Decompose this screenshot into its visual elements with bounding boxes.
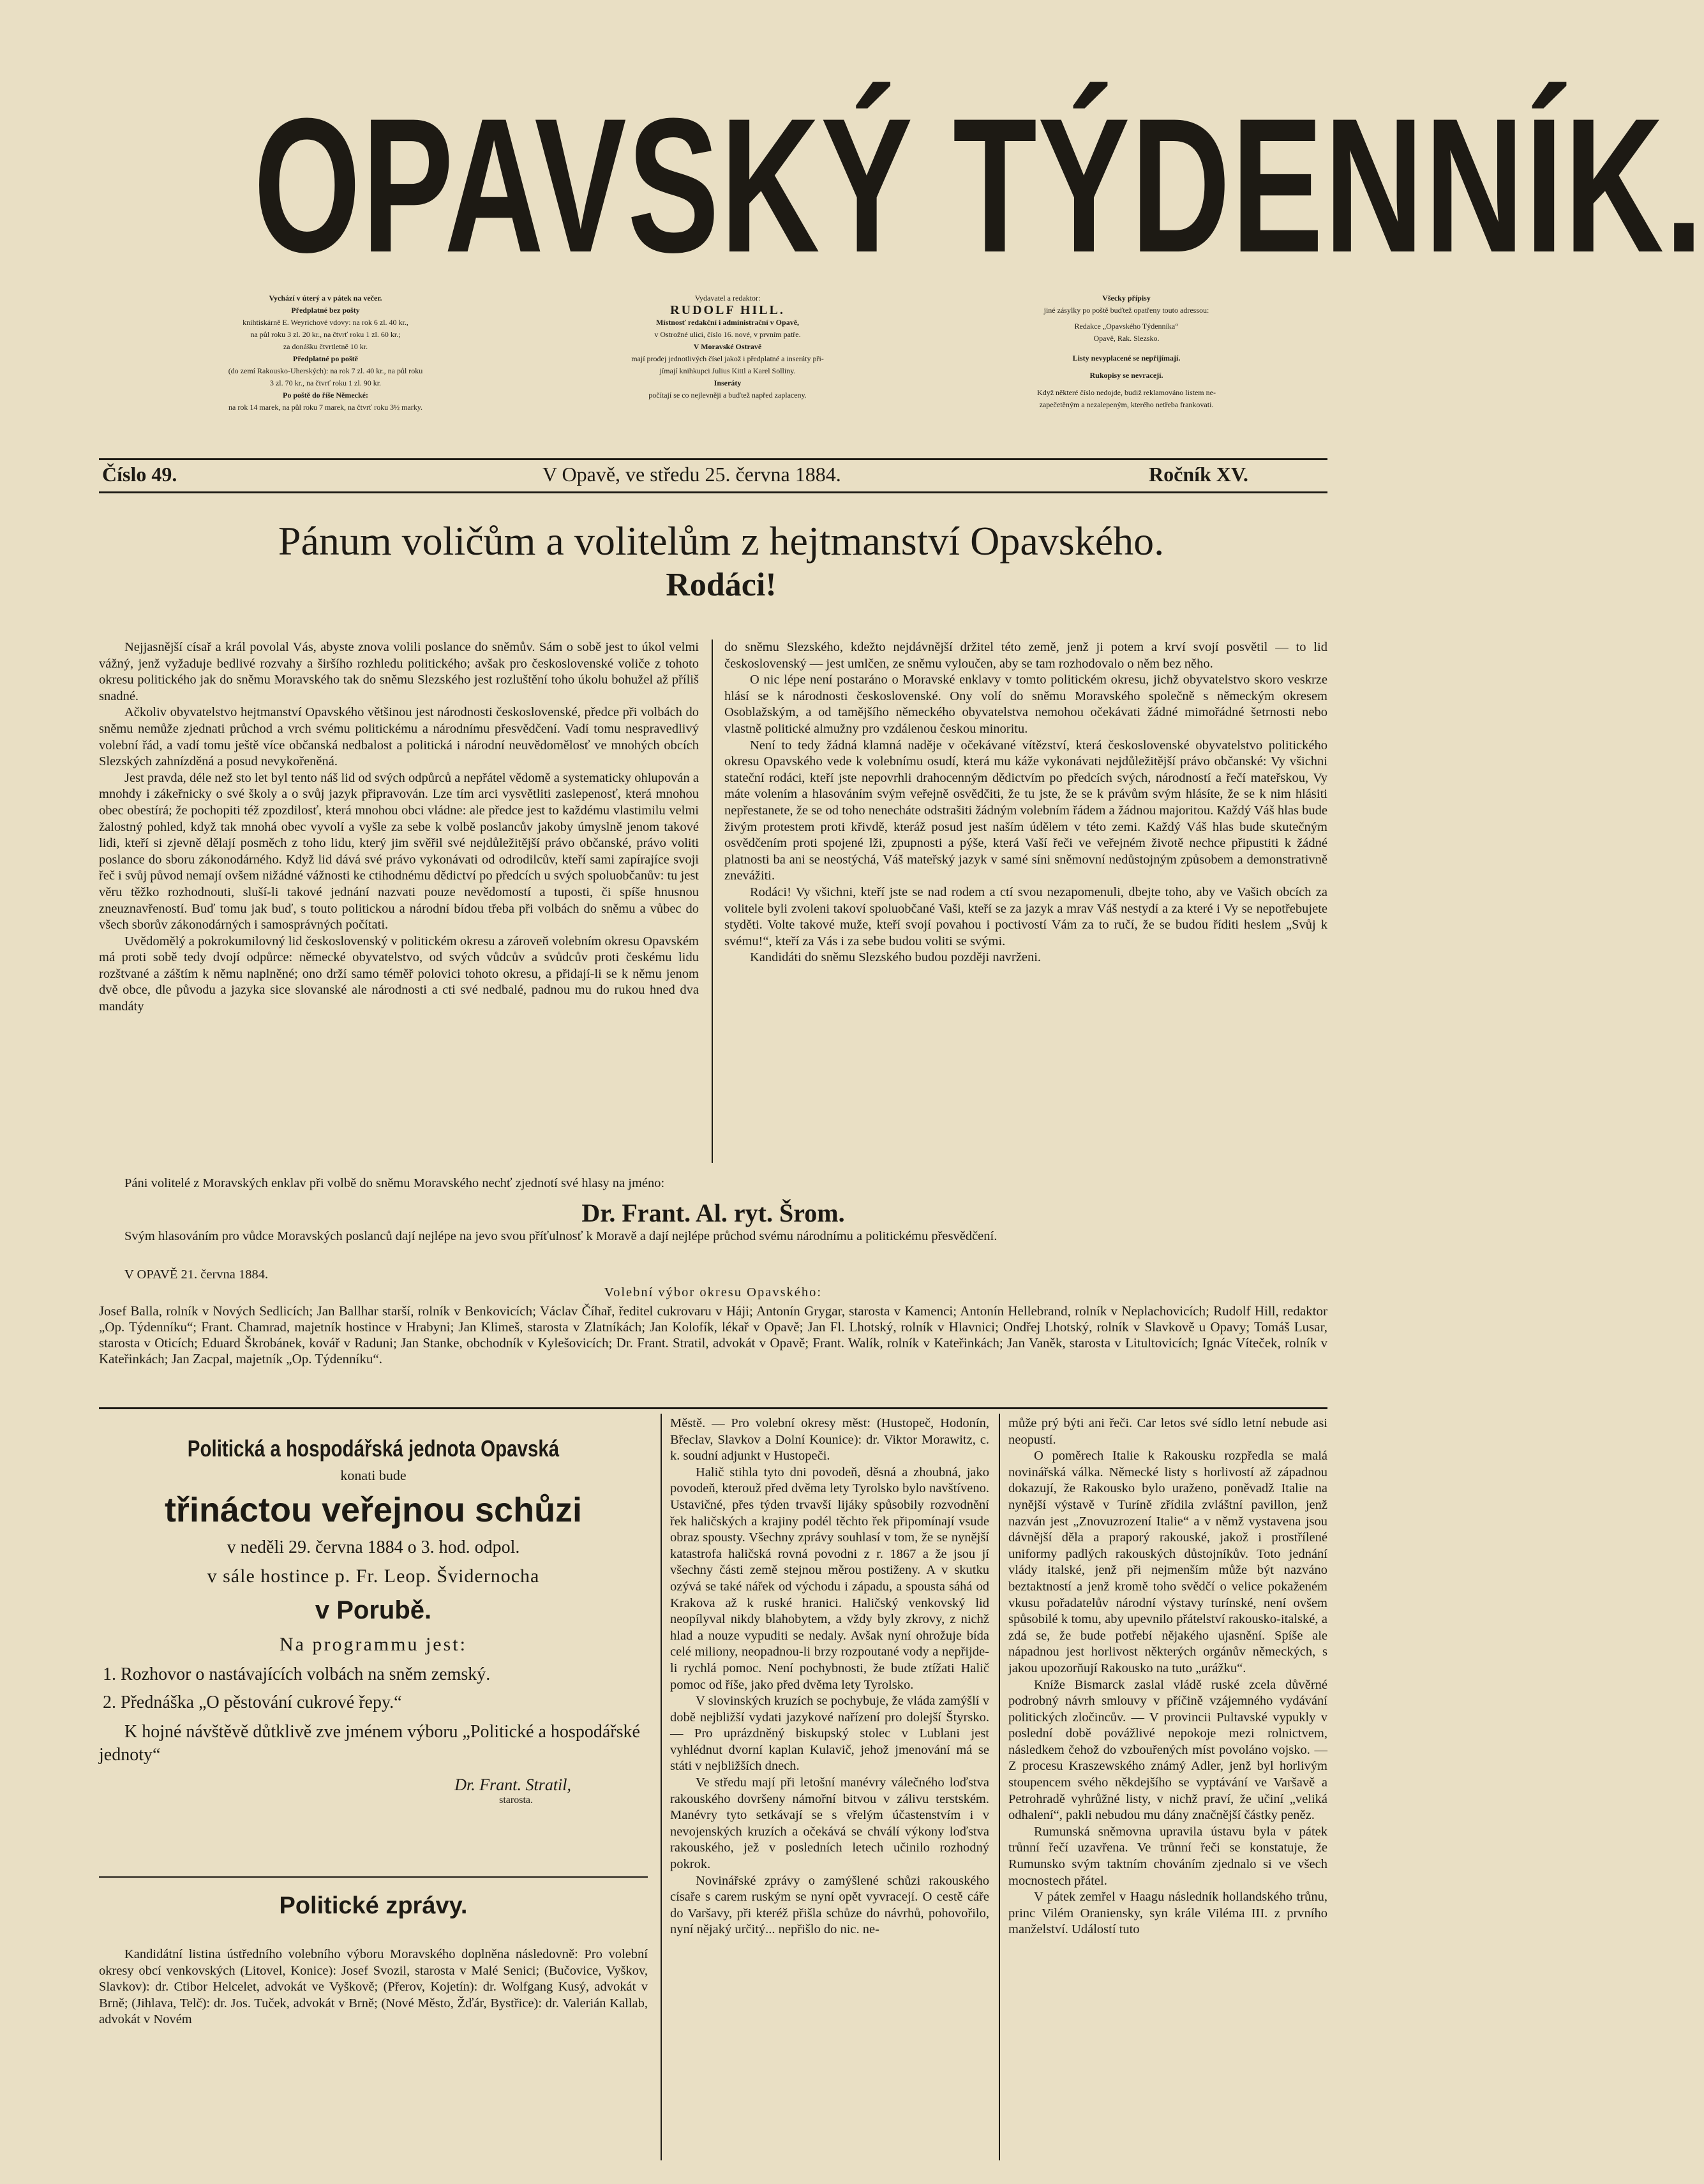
advert-rule	[99, 1876, 648, 1878]
paragraph: Jest pravda, déle než sto let byl tento náš lid od svých odpůrců a nepřátel vědomě a systematicky ohlupován a mnohdy i zákeřnicky o své školy a o svůj jazyk připravován. Lze tím arci vysvětliti zaslepenosť, která mnohou obec obestírá; že pochopiti též zpozdilosť, která mnohou obci vládne: ale předce jest to každému vlastimilu velmi žalostný pohled, když tak mnohá obec vyvolí a vyšle za sebe k volbě poslancův jakoby úmyslně jenom takové lidi, kteří si zjevně dělají posměch z toho lidu, který jim svěřil své nejdůležitější právo občanské, právo voliti poslance do sboru zákonodárného. Když lid dává své právo vykonávati od odrodilcův, kteří sami zapírajíce svoji řeč i svůj původ nemají ovšem nižádné vážnosti ke ctihodnému dědictví po předcích u svých spoluobčanův: tu jest věru těžko rozhodnouti, sluší-li takové jednání nazvati pouze nevědomostí a tuposti, či spíše hnusnou zneuznavřeností. Buď tomu jak buď, s touto politickou a národní bídou třeba při volbách do sněmu a vůbec do všech sborův zákonodárných i samosprávných počítati.	[99, 770, 699, 932]
issue-number: Číslo 49.	[102, 463, 177, 486]
info-line: jiné zásylky po poště buďtež opatřeny touto adressou:	[1043, 306, 1209, 315]
info-line: V Moravské Ostravě	[693, 342, 762, 351]
info-line: Redakce „Opavského Týdenníka“	[1074, 322, 1179, 331]
info-line: Předplatné po poště	[293, 354, 358, 363]
paragraph: Kníže Bismarck zaslal vládě ruské zcela důvěrné podrobný návrh smlouvy v příčině vzájemného vydávání politických zločincův. — V provincii Pultavské vypukly v poslední době povážlivé nepokoje mezi rolnictvem, následkem čehož do vzbouřených míst povoláno vojsko. — Z procesu Kraszewského známý Adler, jenž byl horlivým stoupencem svého někdejšího se vyptávání ve Varšavě a Petrohradě vyhrůžné listy, v nichž praví, že učiní „veliká odhalení“, pakli nebudou mu dány značnější částky peněz.	[1008, 1677, 1327, 1823]
advert-program-1: 1. Rozhovor o nastávajících volbách na sněm zemský.	[103, 1664, 491, 1684]
news-column-2	[670, 1416, 989, 1938]
paragraph: Rumunská sněmovna upravila ústavu byla v pátek trůnní řečí uzavřena. Ve trůnní řeči se konstatuje, že Rumunsko svým taktním chováním zjednalo si ve všech mocnostech přátel.	[1008, 1824, 1327, 1888]
info-line: 3 zl. 70 kr., na čtvrť roku 1 zl. 90 kr.	[269, 378, 382, 387]
paragraph: Městě. — Pro volební okresy měst: (Hustopeč, Hodonín, Břeclav, Slavkov a Dolní Kounice): dr. Viktor Morawitz, c. k. soudní adjunkt v Hustopeči.	[670, 1416, 989, 1463]
info-line: Místnosť redakční i administrační v Opavě,	[655, 318, 800, 327]
paragraph: Není to tedy žádná klamná naděje v očekávané vítězství, která československé obyvatelstvo politického okresu Opavského vede k volebnímu osudí, která mu káže vykonávati nejdůležitější právo občanské: Vy všichni stateční rodáci, kteří jste nepovrhli drahocenným dědictvím po předcích svých, národností a řečí mateřskou, Vy máte volením a hlasováním svým veřejně osvědčiti, že tu jste, že se k právům svým hlásíte, že se k nim hlásiti nepřestanete, že se od toho nenecháte odstrašiti žádným volebním řádem a žádnou majoritou. Každý Váš hlas bude živým protestem proti křivdě, kteráž posud jest naším údělem v této zemi. Každý Váš hlas bude skutečným osvědčením proti spojené lži, zpupnosti a pýše, která Vaší řeči ve veřejném životě nechce připustiti k žádné platnosti ba ani se neostýchá, Váš mateřský jazyk v samé síni sněmovní nedůstojným způsobem a demonstrativně znevážiti.	[724, 738, 1327, 883]
info-line: v Ostrožné ulici, číslo 16. nové, v prvním patře.	[654, 330, 801, 339]
advert-invite: K hojné návštěvě důtklivě zve jménem výboru „Politické a hospodářské jednoty“	[99, 1722, 640, 1765]
paragraph: Páni volitelé z Moravských enklav při volbě do sněmu Moravského nechť zjednotí své hlasy na jméno:	[124, 1176, 665, 1190]
paragraph: Nejjasnější císař a král povolal Vás, abyste znova volili poslance do sněmův. Sám o sobě jest to úkol velmi vážný, jenž vyžaduje bedlivé rozvahy a širšího rozhledu politického; avšak pro československé voliče z tohoto okresu politického jak do sněmu Moravského tak do sněmu Slezského jest rozluštění toho úkolu bohužel až příliš snadné.	[99, 640, 699, 703]
info-line: (do zemí Rakousko-Uherských): na rok 7 zl. 40 kr., na půl roku	[228, 366, 423, 375]
advert-town: v Porubě.	[315, 1596, 432, 1624]
moravian-line	[99, 1176, 1327, 1192]
masthead-title: OPAVSKÝ TÝDENNÍK.	[253, 78, 1704, 292]
signatories: Josef Balla, rolník v Nových Sedlicích; Jan Ballhar starší, rolník v Benkovicích; Václav Číhař, ředitel cukrovaru v Háji; Antonín Grygar, starosta v Kamenci; Antonín Hellebrand, rolník v Neplachovicích; Rudolf Hill, redaktor „Op. Týdenníku“; Frant. Chamrad, majetník hostince v Hrabyni; Jan Klimeš, starosta v Zlatníkách; Jan Kolofík, lékař v Opavě; Jan Fl. Lhotský, rolník v Hlavnici; Ondřej Lhotský, rolník v Slavkově u Opavy; Tomáš Lusar, starosta v Oticích; Eduard Škrobánek, kovář v Raduni; Jan Stanke, obchodník v Kylešovicích; Dr. Frant. Stratil, advokát v Opavě; Frant. Walík, rolník v Kateřinkách; Jan Vaněk, starosta v Litultovicích; Ignác Víteček, rolník v Kateřinkách; Jan Zacpal, majetník „Op. Týdenníku“.	[99, 1303, 1327, 1366]
info-line: zapečetěným a nezalepeným, kterého netřeba frankovati.	[1039, 400, 1214, 409]
article-left-column	[99, 639, 699, 1015]
candidate-name: Dr. Frant. Al. ryt. Šrom.	[581, 1199, 845, 1227]
issue-volume: Ročník XV.	[1149, 463, 1248, 486]
publisher-info	[549, 292, 906, 401]
paragraph: Uvědomělý a pokrokumilovný lid československý v politickém okresu a zároveň volebním okresu Opavském má proti sobě tedy dvojí odpůrce: německé obyvatelstvo, od svých vůdcův a svůdcův proti českému lidu rozštvané a záštím k němu naplněné; ono drží samo téměř polovici tohoto okresu, a přidají-li se k němu jenom dvě obce, dle původu a jazyka sice slovanské ale národnosti a cti své nedbalé, padnou mu do rukou hned dva mandáty	[99, 934, 699, 1014]
column-divider	[661, 1414, 662, 2160]
info-line: Rukopisy se nevracejí.	[1089, 371, 1163, 380]
info-line: Opavě, Rak. Slezsko.	[1093, 334, 1160, 343]
article-title: Pánum voličům a volitelům z hejtmanství Opavského.	[278, 518, 1165, 564]
info-line: na půl roku 3 zl. 20 kr., na čtvrť roku 1 zl. 60 kr.;	[250, 330, 401, 339]
paragraph: Svým hlasováním pro vůdce Moravských poslanců dají nejlépe na jevo svou příťulnosť k Moravě a dají nejlépe průchod svému národnímu a politickému přesvědčení.	[124, 1229, 998, 1243]
advert-line: konati bude	[340, 1467, 407, 1483]
info-line: Inseráty	[714, 378, 742, 387]
paragraph: Kandidáti do sněmu Slezského budou později navrženi.	[750, 950, 1042, 965]
paragraph: V pátek zemřel v Haagu následník hollandského trůnu, princ Vilém Oraniensky, syn krále Viléma III. z prvního manželství. Událostí tuto	[1008, 1890, 1327, 1937]
header-rule-top	[99, 458, 1327, 460]
appeal-text	[99, 1229, 1327, 1245]
place-date: V OPAVĚ 21. června 1884.	[124, 1268, 269, 1282]
advert-program-title: Na programmu jest:	[280, 1634, 467, 1655]
info-line: Předplatné bez pošty	[291, 306, 360, 315]
advert-signer-role: starosta.	[499, 1795, 533, 1806]
info-line: za donášku čtvrtletně 10 kr.	[283, 342, 368, 351]
paragraph: může prý býti ani řeči. Car letos své sídlo letní nebude asi neopustí.	[1008, 1416, 1327, 1447]
column-divider	[712, 639, 713, 1163]
advert-when: v neděli 29. června 1884 o 3. hod. odpol.	[227, 1537, 520, 1557]
paragraph: Ačkoliv obyvatelstvo hejtmanství Opavského většinou jest národnosti československé, předce při volbách do sněmu nemůže zjednati průchod a vrch svému politickému a národnímu přesvědčení. Vadí tomu nespravedlivý volební řád, a vadí tomu ještě více občanská nedbalost a politická i národní neuvědomělosť ve mnohých obcích Slezských zahnízděná a posud nevykořeněná.	[99, 705, 699, 769]
issue-date: V Opavě, ve středu 25. června 1884.	[542, 463, 841, 486]
info-line: Když některé číslo nedojde, budiž reklamováno listem ne-	[1037, 388, 1216, 397]
info-line: jímají knihkupci Julius Kittl a Karel Solliny.	[659, 366, 796, 375]
committee-title: Volební výbor okresu Opavského:	[604, 1285, 823, 1299]
info-line: Po poště do říše Německé:	[283, 391, 368, 400]
info-line: mají prodej jednotlivých čísel jakož i předplatné a inseráty při-	[631, 354, 824, 363]
article-right-column	[724, 639, 1327, 966]
paragraph: Halič stihla tyto dni povodeň, děsná a zhoubná, jako povodeň, kterouž před dvěma lety Tyrolsko bylo navštíveno. Ustavičné, přes týden trvavší lijáky spůsobily rozvodnění řek haličských a krajiny podél těchto řek připomínají vsude obraz spousty. Všechny zprávy souhlasí v tom, že se nynější katastrofa haličská rovná povodni z r. 1867 a že jsou jí všechny části země stejnou měrou postiženy. A v skutku ozývá se také nářek od východu i západu, a spousta sáhá od Krakova až k ruské hranici. Haličský venkovský lid neopílyval nikdy blahobytem, a vždy byly zkrovy, z nichž hlad a nouze vypuditi se nedaly. Avšak nyní ohrožuje bída celé miliony, neopadnou-li brzy rozpoutané vody a nepřijde-li rychlá pomoc. Není pochybnosti, že bude ztížati Halič pomoc od říše, jako před dvěma lety Tyrolsko.	[670, 1465, 989, 1692]
paragraph: O nic lépe není postaráno o Moravské enklavy v tomto politickém okresu, jichž obyvatelstvo skoro veskrze hlásí se k národnosti československé. Ony volí do sněmu Moravského společně s německým okresem Osoblažským, a od tamějšího německého obyvatelstva nemohou očekávati žádné mimořádné šetrnosti nebo vlastně politické almužny pro vzdálenou českou minoritu.	[724, 673, 1327, 736]
address-info	[925, 292, 1327, 411]
info-line: Všecky přípisy	[1102, 294, 1151, 303]
advert-meeting: třináctou veřejnou schůzi	[164, 1491, 583, 1529]
info-line: na rok 14 marek, na půl roku 7 marek, na čtvrť roku 3½ marky.	[228, 403, 422, 412]
paragraph: do sněmu Slezského, kdežto nejdávnější držitel této země, jenž ji potem a krví svojí posvětil — to lid československý — jest umlčen, ze sněmu vyloučen, aby se tam rozhodovalo o něm bez něho.	[724, 640, 1327, 671]
header-rule-bottom	[99, 491, 1327, 493]
news-column-3	[1008, 1416, 1327, 1938]
section-rule	[99, 1407, 1327, 1409]
politicke-column	[99, 1947, 648, 2028]
meeting-advert	[99, 1433, 648, 1806]
info-line: Vydavatel a redaktor:	[694, 294, 761, 303]
info-line: Vychází v úterý a v pátek na večer.	[269, 294, 382, 303]
paragraph: Rodáci! Vy všichni, kteří jste se nad rodem a ctí svou nezapomenuli, dbejte toho, aby ve Vašich obcích za volitele byli zvoleni takoví spoluobčané Vaši, kteří se za jazyk a mrav Váš nestydí a za které i Vy se nepotřebujete styděti. Volte takové muže, kteří svojí povahou i poctivostí Vám za to ručí, že se budou říditi heslem „Svůj k svému!“, kteří za Vás i za sebe budou voliti se svými.	[724, 885, 1327, 948]
paragraph: O poměrech Italie k Rakousku rozpředla se malá novinářská válka. Německé listy s horlivostí až západnou dokazují, že Rakousko bylo uraženo, poněvadž Italie na nynější výstavě v Turíně zřídila zvláštní pavillon, jenž nazván jest „Znovuzrození Italie“ a v němž vystavena jsou dávnější děla a praporý rakouské, jakož i prostřílené uniformy padlých rakouských důstojníkův. Toto jednání vlády italské, jenž při nejmenším může být nazváno beztaktností a jenž kromě toho svědčí o velice pokaženém vkusu pořadatelův národní výstavy turínské, není ovšem spůsobilé k tomu, aby upevnilo přátelství rakousko-italské, a zdá se, že bude potřebí nějakého ujasnění. Spíše ale nápadnou jest horlivost některých orgánův německých, s jakou upozorňují Rakousko na tuto „urážku“.	[1008, 1449, 1327, 1675]
info-line: Listy nevyplacené se nepřijímají.	[1072, 354, 1181, 363]
subscription-info	[128, 292, 523, 414]
section-title-politicke: Politické zprávy.	[279, 1892, 468, 1919]
editor-name: RUDOLF HILL.	[670, 303, 785, 317]
paragraph: V slovinských kruzích se pochybuje, že vláda zamýšlí v době nejbližší vydati jazykové nařízení pro dolejší Štyrsko. — Pro uprázdněný biskupský stolec v Lublani jest vyhlédnut dvorní kaplan Kulavič, jehož jmenování má se státi v nejbližších dnech.	[670, 1694, 989, 1774]
advert-org: Politická a hospodářská jednota Opavská	[187, 1435, 560, 1462]
info-line: počítají se co nejlevněji a buďtež napřed zaplaceny.	[648, 391, 807, 400]
advert-program-2: 2. Přednáška „O pěstování cukrové řepy.“	[103, 1693, 402, 1712]
advert-signer: Dr. Frant. Stratil,	[454, 1776, 571, 1794]
paragraph: Novinářské zprávy o zamýšlené schůzi rakouského císaře s carem ruským se nyní opět vyvracejí. O cestě cáře do Varšavy, při kteréž přišla schůze do návrhů, pohovořilo, nyní nějaký určitý... nepřišlo do nic. ne-	[670, 1873, 989, 1937]
paragraph: Kandidátní listina ústředního volebního výboru Moravského doplněna následovně: Pro volební okresy obcí venkovských (Litovel, Konice): Josef Svozil, starosta v Malé Senici; (Bučovice, Vyškov, Slavkov): dr. Ctibor Helcelet, advokát ve Vyškově; (Přerov, Kojetín): dr. Wolfgang Kusý, advokát v Brně; (Jihlava, Telč): dr. Jos. Tuček, advokát v Brně; (Nové Město, Žďár, Bystřice): dr. Valerián Kallab, advokát v Novém	[99, 1947, 648, 2027]
column-divider	[999, 1414, 1000, 2160]
advert-where: v sále hostince p. Fr. Leop. Švidernocha	[207, 1566, 540, 1587]
article-subtitle: Rodáci!	[666, 567, 777, 603]
paragraph: Ve středu mají při letošní manévry válečného loďstva rakouského dovršeny námořní bitvou v zálivu terstském. Manévry tyto setkávají se s vřelým účastenstvím i v nevojenských kruzích a očekává se chválí výkony loďstva rakouského, jež v posledních letech učinilo rozhodný pokrok.	[670, 1776, 989, 1872]
info-line: knihtiskárně E. Weyrichové vdovy: na rok 6 zl. 40 kr.,	[243, 318, 408, 327]
